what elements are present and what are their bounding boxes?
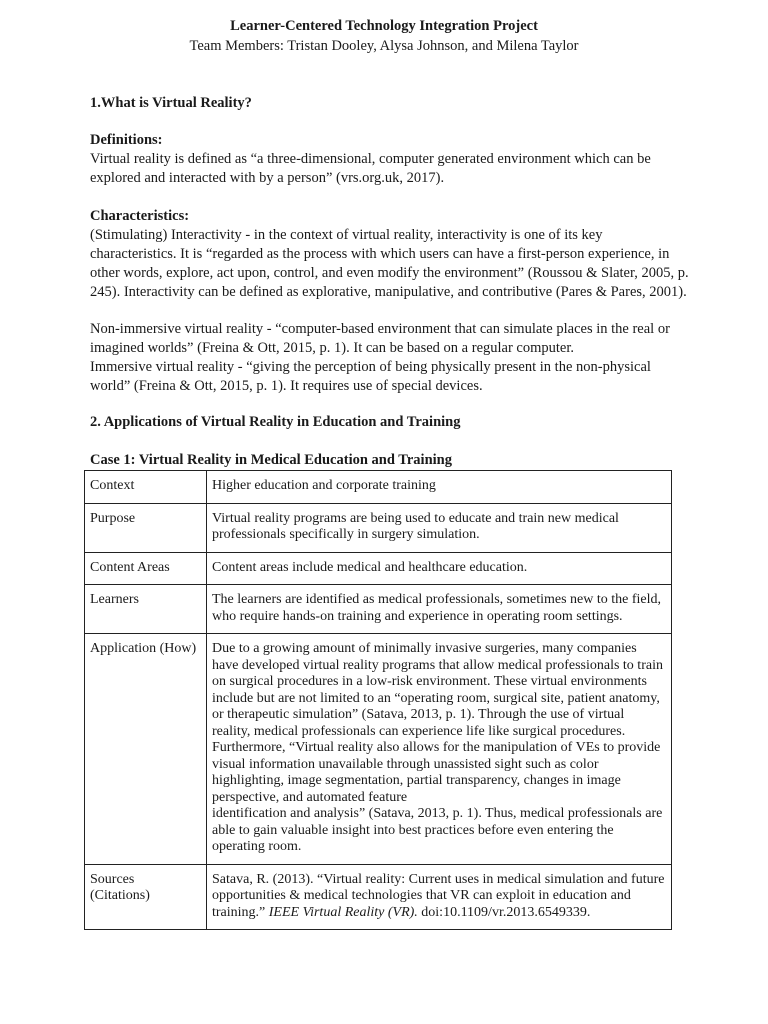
application-text-continued: identification and analysis” (Satava, 2013, p. 1). Thus, medical professionals are able to gain valuable insight into best practices before even entering the operating room. [212, 806, 663, 854]
table-row [85, 552, 672, 585]
row-value [207, 864, 672, 930]
sources-label-line1: Sources [90, 871, 135, 887]
row-value: Content areas include medical and healthcare education. [207, 552, 672, 585]
row-label: Context [85, 471, 207, 504]
team-members: Team Members: Tristan Dooley, Alysa Johnson, and Milena Taylor [189, 38, 579, 54]
citation-prefix: Satava, R. (2013). “Virtual reality: Current uses in medical simulation and future opportunities & medical technologies that VR can exploit in education and training.” [212, 871, 665, 920]
case1-heading: Case 1: Virtual Reality in Medical Education and Training [90, 452, 452, 468]
row-label: Learners [85, 585, 207, 634]
row-value: Virtual reality programs are being used to educate and train new medical professionals specifically in surgery simulation. [207, 503, 672, 552]
section1-heading: 1.What is Virtual Reality? [90, 95, 252, 111]
row-label [85, 864, 207, 930]
table-row [85, 634, 672, 865]
document-title: Learner-Centered Technology Integration Project [230, 18, 538, 34]
table-row [85, 503, 672, 552]
row-label: Purpose [85, 503, 207, 552]
row-label: Application (How) [85, 634, 207, 865]
definitions-text: Virtual reality is defined as “a three-dimensional, computer generated environment which can be explored and interacted with by a person” (vrs.org.uk, 2017). [90, 151, 651, 186]
nonimmersive-text: Non-immersive virtual reality - “computer-based environment that can simulate places in the real or imagined worlds” (Freina & Ott, 2015, p. 1). It can be based on a regular computer. [90, 321, 670, 356]
characteristics-heading: Characteristics: [90, 208, 190, 224]
application-text: Due to a growing amount of minimally invasive surgeries, many companies have developed virtual reality programs that allow medical professionals to train on surgical procedures in a low-risk environment. These virtual environments include but are not limited to an “operating room, surgical site, patient anatomy, or therapeutic simulation” (Satava, 2013, p. 1). Through the use of virtual reality, medical professionals can experience life like surgical procedures. Furthermore, “Virtual reality also allows for the manipulation of VEs to provide visual information unavailable through unassisted sight such as color highlighting, image segmentation, partial transparency, changes in image perspective, and automated feature [212, 641, 663, 805]
definitions-heading: Definitions: [90, 132, 163, 148]
case1-table [84, 470, 672, 930]
row-value [207, 634, 672, 865]
citation-journal: IEEE Virtual Reality (VR). [268, 904, 418, 920]
row-value: Higher education and corporate training [207, 471, 672, 504]
section2-heading: 2. Applications of Virtual Reality in Education and Training [90, 414, 461, 430]
table-row [85, 471, 672, 504]
row-value: The learners are identified as medical professionals, sometimes new to the field, who require hands-on training and experience in operating room settings. [207, 585, 672, 634]
characteristics-text: (Stimulating) Interactivity - in the context of virtual reality, interactivity is one of its key characteristics. It is “regarded as the process with which users can have a first-person experience, in other words, explore, act upon, control, and even modify the environment” (Roussou & Slater, 2005, p. 245). Interactivity can be defined as explorative, manipulative, and contributive (Pares & Pares, 2001). [90, 227, 689, 300]
citation-doi: doi:10.1109/vr.2013.6549339. [421, 904, 591, 920]
sources-label-line2: (Citations) [90, 888, 150, 903]
row-label: Content Areas [85, 552, 207, 585]
table-row [85, 585, 672, 634]
table-row [85, 864, 672, 930]
immersive-text: Immersive virtual reality - “giving the perception of being physically present in the non-physical world” (Freina & Ott, 2015, p. 1). It requires use of special devices. [90, 359, 651, 394]
